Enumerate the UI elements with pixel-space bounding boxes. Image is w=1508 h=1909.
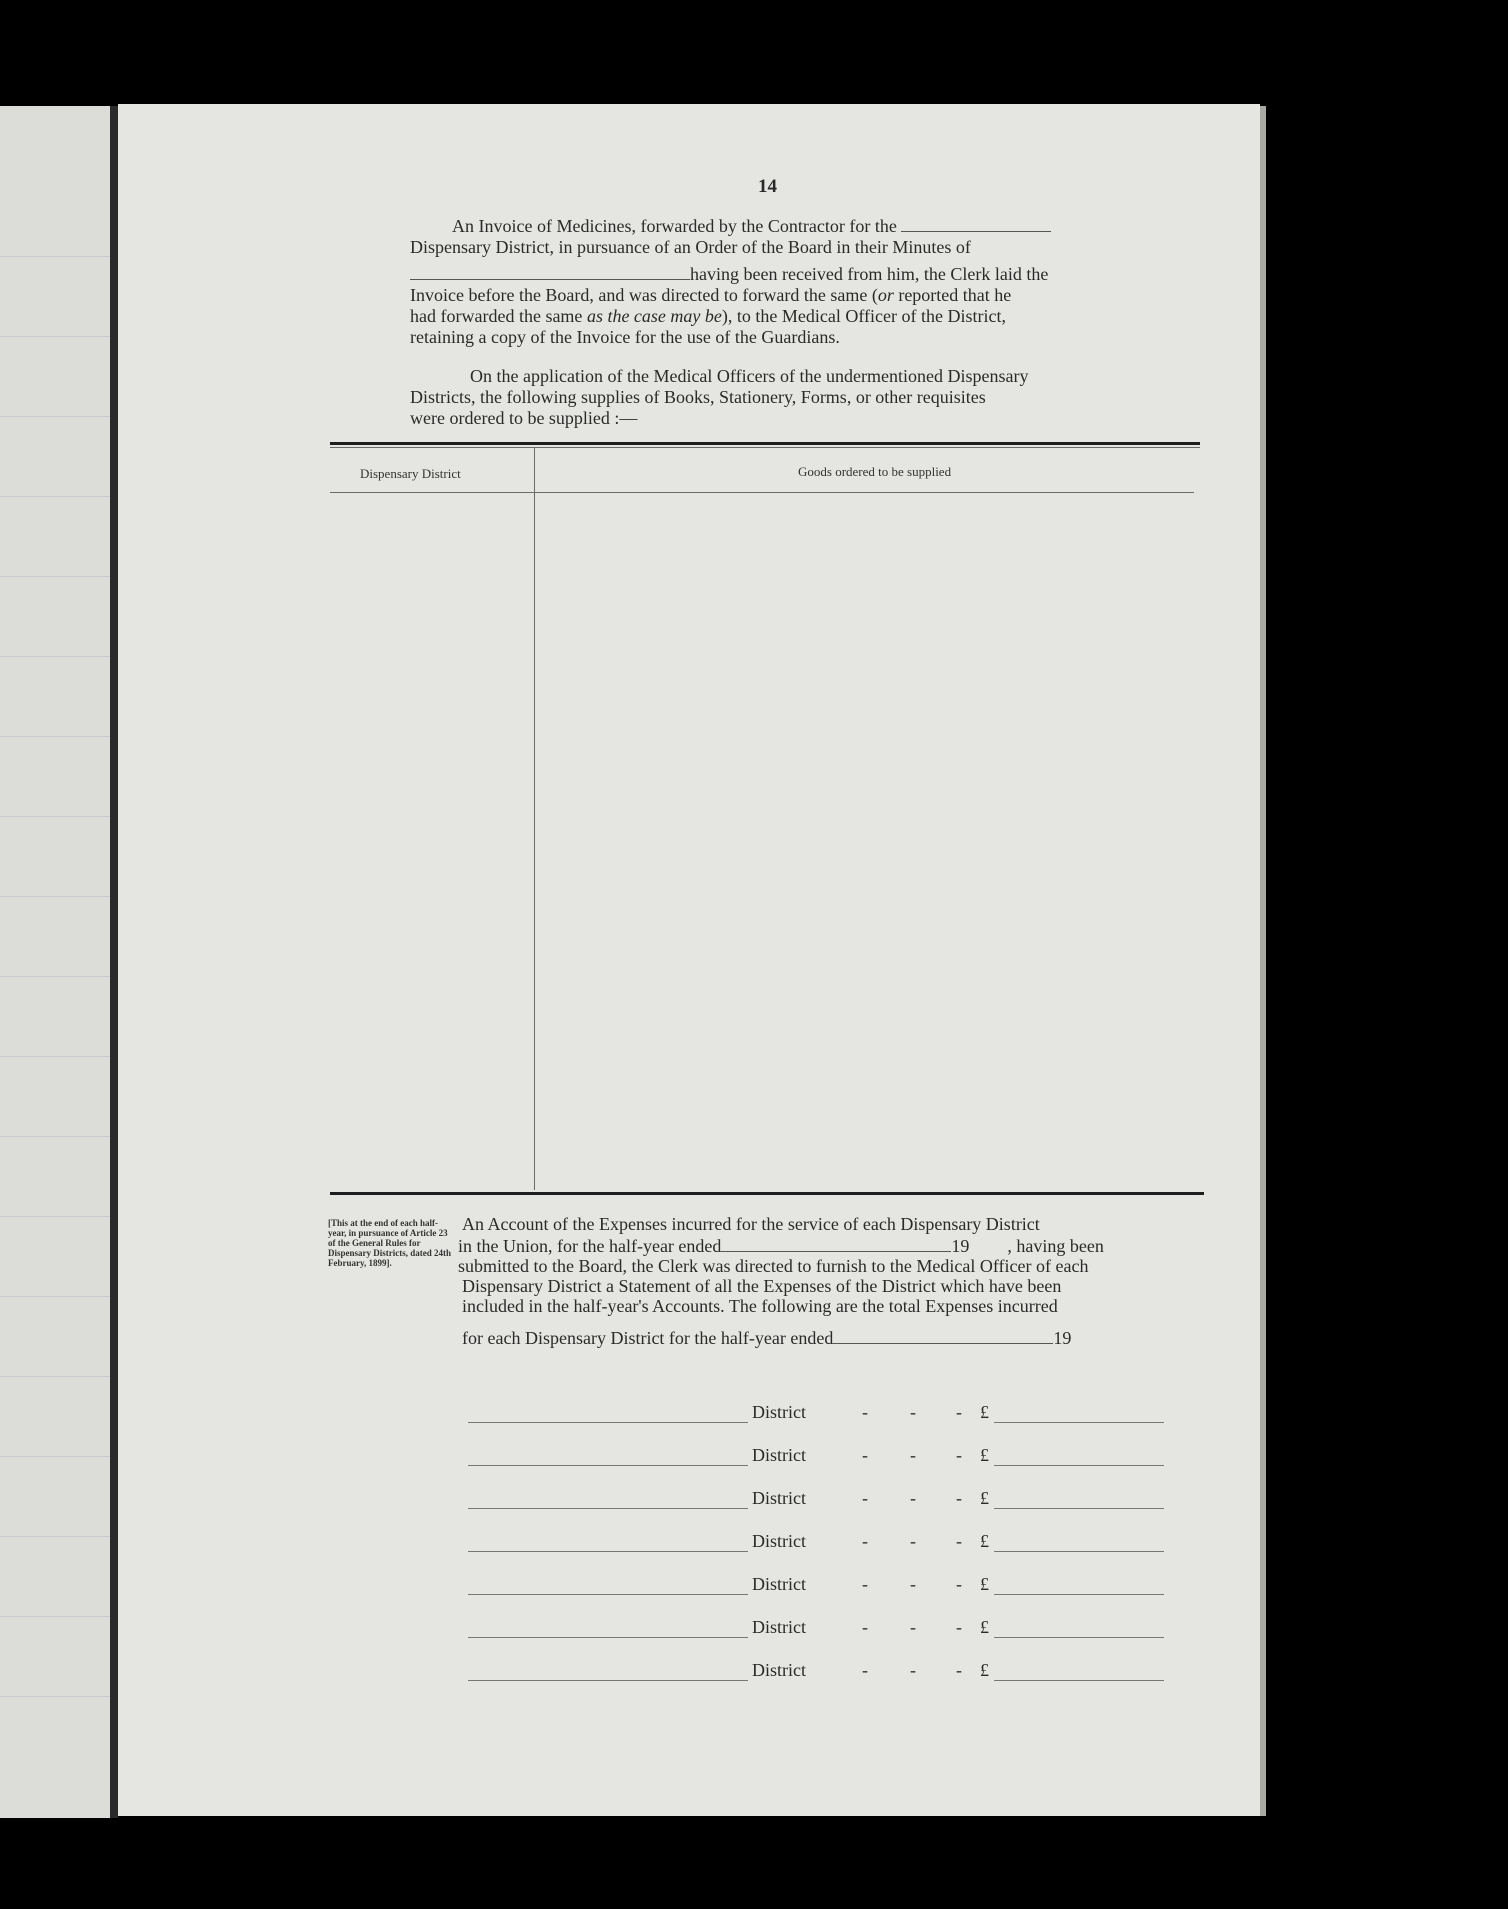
account-line-1: An Account of the Expenses incurred for the service of each Dispensary District xyxy=(462,1214,1040,1234)
book-gutter xyxy=(110,106,118,1818)
district-name-blank xyxy=(468,1594,748,1595)
minutes-blank xyxy=(410,265,690,280)
invoice-paragraph xyxy=(410,216,1248,348)
header-rule xyxy=(330,492,1194,493)
side-note: [This at the end of each half-year, in pursuance of Article 23 of the General Rules for Dispensary Districts, dated 24th February, 1899]. xyxy=(328,1218,451,1268)
invoice-line-3: having been received from him, the Clerk laid the xyxy=(690,264,1049,284)
account-line-3: submitted to the Board, the Clerk was directed to furnish to the Medical Officer of each xyxy=(458,1256,1089,1276)
supplies-paragraph xyxy=(410,366,1248,429)
district-name-blank xyxy=(468,1637,748,1638)
amount-blank xyxy=(994,1422,1164,1423)
invoice-line-4: Invoice before the Board, and was directed to forward the same (or reported that he xyxy=(410,285,1012,305)
district-row: District - - - £ xyxy=(468,1488,1198,1514)
document-page xyxy=(118,104,1260,1816)
invoice-line-5: had forwarded the same as the case may be), to the Medical Officer of the District, xyxy=(410,306,1006,326)
account-line-4: Dispensary District a Statement of all the Expenses of the District which have been xyxy=(462,1276,1062,1296)
page-edge xyxy=(1260,106,1266,1816)
district-name-blank xyxy=(468,1680,748,1681)
page-number: 14 xyxy=(758,176,777,197)
col-header-goods: Goods ordered to be supplied xyxy=(798,464,952,479)
facing-page xyxy=(0,106,110,1818)
column-divider xyxy=(534,448,535,1190)
invoice-line-6: retaining a copy of the Invoice for the use of the Guardians. xyxy=(410,327,840,347)
supplies-line-3: were ordered to be supplied :— xyxy=(410,408,638,428)
amount-blank xyxy=(994,1680,1164,1681)
supplies-table xyxy=(330,442,1200,1200)
district-name-blank xyxy=(468,1465,748,1466)
amount-blank xyxy=(994,1551,1164,1552)
district-name-blank xyxy=(468,1508,748,1509)
invoice-line-2: Dispensary District, in pursuance of an Order of the Board in their Minutes of xyxy=(410,237,971,257)
amount-blank xyxy=(994,1637,1164,1638)
supplies-line-2: Districts, the following supplies of Books, Stationery, Forms, or other requisites xyxy=(410,387,986,407)
amount-blank xyxy=(994,1465,1164,1466)
district-name-blank xyxy=(468,1422,748,1423)
account-paragraph xyxy=(458,1214,1194,1348)
account-line-2: in the Union, for the half-year ended 19 , having been xyxy=(458,1236,1104,1256)
account-line-6: for each Dispensary District for the half-year ended 19 xyxy=(462,1328,1072,1348)
invoice-line-1: An Invoice of Medicines, forwarded by the Contractor for the xyxy=(452,216,897,236)
district-row: District - - - £ xyxy=(468,1660,1198,1686)
account-line-5: included in the half-year's Accounts. The following are the total Expenses incurred xyxy=(462,1296,1058,1316)
district-row: District - - - £ xyxy=(468,1617,1198,1643)
supplies-line-1: On the application of the Medical Officers of the undermentioned Dispensary xyxy=(470,366,1029,386)
table-bottom-rule xyxy=(330,1192,1204,1195)
contractor-blank xyxy=(901,217,1051,232)
amount-blank xyxy=(994,1594,1164,1595)
amount-blank xyxy=(994,1508,1164,1509)
district-name-blank xyxy=(468,1551,748,1552)
half-year-blank-1 xyxy=(721,1237,951,1252)
district-row: District - - - £ xyxy=(468,1445,1198,1471)
col-header-district: Dispensary District xyxy=(360,466,461,481)
table-top-rule xyxy=(330,442,1200,445)
district-row: District - - - £ xyxy=(468,1574,1198,1600)
district-row: District - - - £ xyxy=(468,1531,1198,1557)
district-row: District - - - £ xyxy=(468,1402,1198,1428)
half-year-blank-2 xyxy=(833,1329,1053,1344)
